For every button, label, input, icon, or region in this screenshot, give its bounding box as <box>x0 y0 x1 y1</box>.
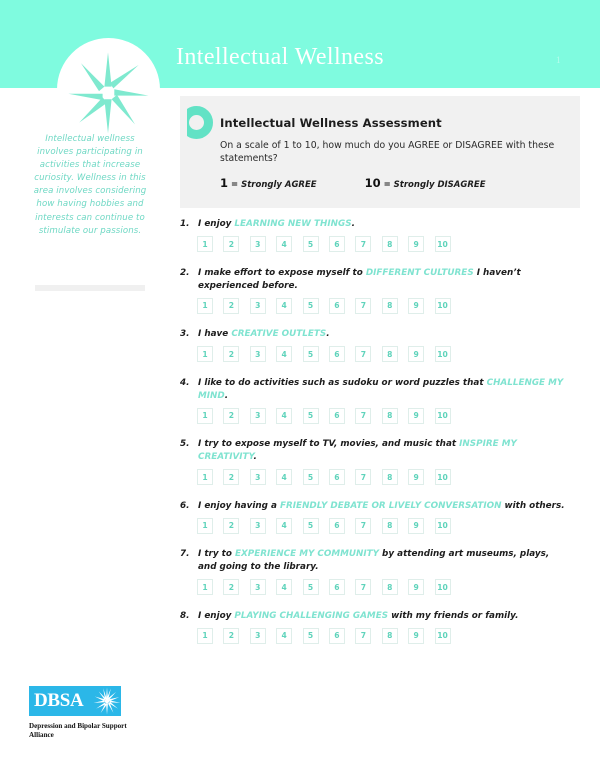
question-number: 2. <box>180 267 190 278</box>
rating-option-8[interactable]: 8 <box>382 469 398 485</box>
question-fragment: I enjoy <box>198 219 235 229</box>
dbsa-logo-mark <box>29 686 121 716</box>
legend-number: 10 <box>364 176 381 191</box>
rating-option-10[interactable]: 10 <box>435 298 451 314</box>
rating-option-4[interactable]: 4 <box>276 518 292 534</box>
question-fragment: I enjoy having a <box>198 500 280 511</box>
rating-option-4[interactable]: 4 <box>276 346 292 362</box>
question-highlight: INSPIRE MY CREATIVITY <box>198 439 517 462</box>
rating-option-5[interactable]: 5 <box>303 346 319 362</box>
legend-label: = Strongly AGREE <box>231 180 317 191</box>
assessment-title: Intellectual Wellness Assessment <box>220 116 442 130</box>
question-number: 3. <box>180 329 190 339</box>
question-fragment: . <box>253 452 257 462</box>
question-fragment: . <box>351 219 355 229</box>
rating-option-2[interactable]: 2 <box>223 298 239 314</box>
rating-option-3[interactable]: 3 <box>250 346 266 362</box>
rating-option-3[interactable]: 3 <box>250 518 266 534</box>
question-highlight: FRIENDLY DEBATE OR LIVELY CONVERSATION <box>280 500 502 511</box>
rating-option-9[interactable]: 9 <box>408 408 424 424</box>
question-text <box>198 500 565 513</box>
rating-option-9[interactable]: 9 <box>408 628 424 644</box>
assessment-panel <box>180 96 580 208</box>
rating-option-2[interactable]: 2 <box>223 408 239 424</box>
rating-option-6[interactable]: 6 <box>329 579 345 595</box>
question-highlight: DIFFERENT CULTURES <box>365 267 474 278</box>
question-text <box>198 328 330 341</box>
rating-option-3[interactable]: 3 <box>250 469 266 485</box>
rating-option-6[interactable]: 6 <box>329 518 345 534</box>
rating-option-7[interactable]: 7 <box>355 298 371 314</box>
question-number: 4. <box>180 377 190 388</box>
rating-option-5[interactable]: 5 <box>303 298 319 314</box>
rating-option-3[interactable]: 3 <box>250 236 266 252</box>
rating-option-2[interactable]: 2 <box>223 346 239 362</box>
question-text <box>198 267 570 293</box>
rating-option-10[interactable]: 10 <box>435 518 451 534</box>
dbsa-subtitle: Depression and Bipolar Support Alliance <box>29 722 127 740</box>
rating-option-8[interactable]: 8 <box>382 579 398 595</box>
rating-option-4[interactable]: 4 <box>276 628 292 644</box>
question-text <box>198 610 518 623</box>
legend-item-disagree <box>365 176 486 190</box>
rating-option-7[interactable]: 7 <box>355 469 371 485</box>
question-fragment: . <box>224 390 229 401</box>
questions-list <box>180 218 580 658</box>
rating-option-4[interactable]: 4 <box>276 298 292 314</box>
question-text <box>198 218 355 231</box>
rating-option-9[interactable]: 9 <box>408 346 424 362</box>
assessment-legend <box>220 176 566 190</box>
legend-number: 1 <box>220 176 229 191</box>
question-highlight: CHALLENGE MY MIND <box>198 377 564 401</box>
rating-option-4[interactable]: 4 <box>276 469 292 485</box>
rating-option-10[interactable]: 10 <box>435 236 451 252</box>
rating-option-7[interactable]: 7 <box>355 236 371 252</box>
question-highlight: CREATIVE OUTLETS <box>231 329 327 339</box>
sidebar-description: Intellectual wellness involves participating in activities that increase curiosity. Wellness in this area involves considering how having hobbies and interests can continue to stimulate our passions. <box>33 134 147 236</box>
sidebar-divider <box>35 285 145 291</box>
question-line <box>180 377 580 403</box>
rating-option-4[interactable]: 4 <box>276 236 292 252</box>
rating-scale <box>197 346 580 362</box>
rating-option-2[interactable]: 2 <box>223 518 239 534</box>
rating-option-9[interactable]: 9 <box>408 579 424 595</box>
question-item <box>180 328 580 362</box>
question-number: 8. <box>180 610 190 621</box>
rating-option-8[interactable]: 8 <box>382 236 398 252</box>
rating-option-2[interactable]: 2 <box>223 579 239 595</box>
rating-option-1[interactable]: 1 <box>197 628 213 644</box>
rating-option-5[interactable]: 5 <box>303 408 319 424</box>
question-item <box>180 267 580 314</box>
starburst-icon <box>91 686 121 716</box>
question-number: 1. <box>180 219 190 229</box>
question-number: 6. <box>180 500 190 511</box>
rating-option-5[interactable]: 5 <box>303 518 319 534</box>
question-fragment: I haven’t experienced before. <box>198 267 521 291</box>
rating-option-9[interactable]: 9 <box>408 236 424 252</box>
starburst-icon <box>63 47 153 137</box>
rating-option-10[interactable]: 10 <box>435 579 451 595</box>
dbsa-logo <box>29 686 134 741</box>
rating-option-1[interactable]: 1 <box>197 298 213 314</box>
question-number: 7. <box>180 549 190 559</box>
rating-option-8[interactable]: 8 <box>382 518 398 534</box>
rating-option-5[interactable]: 5 <box>303 579 319 595</box>
rating-option-7[interactable]: 7 <box>355 346 371 362</box>
question-highlight: PLAYING CHALLENGING GAMES <box>234 610 389 621</box>
page-title: Intellectual Wellness <box>176 44 384 70</box>
question-line <box>180 438 580 464</box>
question-item <box>180 438 580 485</box>
assessment-description: On a scale of 1 to 10, how much do you AGREE or DISAGREE with these statements? <box>220 140 555 164</box>
question-fragment: I enjoy <box>198 610 235 621</box>
rating-option-4[interactable]: 4 <box>276 579 292 595</box>
rating-scale <box>197 298 580 314</box>
rating-option-10[interactable]: 10 <box>435 628 451 644</box>
question-item <box>180 218 580 252</box>
question-fragment: by attending art museums, plays, and going to the library. <box>198 549 550 572</box>
rating-scale <box>197 579 580 595</box>
rating-option-10[interactable]: 10 <box>435 346 451 362</box>
rating-scale <box>197 236 580 252</box>
question-line <box>180 610 580 623</box>
question-item <box>180 548 580 595</box>
question-fragment: with others. <box>501 500 565 511</box>
rating-option-9[interactable]: 9 <box>408 518 424 534</box>
question-fragment: . <box>326 329 330 339</box>
rating-option-8[interactable]: 8 <box>382 408 398 424</box>
question-item <box>180 377 580 424</box>
rating-option-9[interactable]: 9 <box>408 298 424 314</box>
question-item <box>180 610 580 644</box>
rating-option-8[interactable]: 8 <box>382 346 398 362</box>
rating-option-1[interactable]: 1 <box>197 408 213 424</box>
question-fragment: I make effort to expose myself to <box>198 267 366 278</box>
rating-option-3[interactable]: 3 <box>250 579 266 595</box>
question-fragment: with my friends or family. <box>388 610 519 621</box>
question-fragment: I have <box>198 329 232 339</box>
rating-option-3[interactable]: 3 <box>250 298 266 314</box>
rating-option-10[interactable]: 10 <box>435 408 451 424</box>
question-text <box>198 377 570 403</box>
rating-option-7[interactable]: 7 <box>355 408 371 424</box>
dbsa-wordmark: DBSA <box>34 690 84 711</box>
rating-option-1[interactable]: 1 <box>197 469 213 485</box>
question-fragment: I try to expose myself to TV, movies, and music that <box>198 439 460 449</box>
question-highlight: EXPERIENCE MY COMMUNITY <box>235 549 379 559</box>
rating-option-6[interactable]: 6 <box>329 346 345 362</box>
rating-scale <box>197 518 580 534</box>
rating-option-7[interactable]: 7 <box>355 579 371 595</box>
rating-option-1[interactable]: 1 <box>197 346 213 362</box>
question-text <box>198 438 570 464</box>
question-highlight: LEARNING NEW THINGS <box>234 219 352 229</box>
rating-option-10[interactable]: 10 <box>435 469 451 485</box>
question-line <box>180 328 580 341</box>
rating-option-1[interactable]: 1 <box>197 518 213 534</box>
rating-option-4[interactable]: 4 <box>276 408 292 424</box>
rating-option-9[interactable]: 9 <box>408 469 424 485</box>
rating-option-7[interactable]: 7 <box>355 628 371 644</box>
question-text <box>198 548 570 574</box>
question-number: 5. <box>180 439 190 449</box>
rating-option-5[interactable]: 5 <box>303 469 319 485</box>
question-line <box>180 218 580 231</box>
rating-option-5[interactable]: 5 <box>303 628 319 644</box>
rating-scale <box>197 408 580 424</box>
rating-option-8[interactable]: 8 <box>382 628 398 644</box>
question-line <box>180 500 580 513</box>
legend-label: = Strongly DISAGREE <box>383 180 486 191</box>
legend-item-agree <box>220 176 317 190</box>
question-item <box>180 500 580 534</box>
rating-option-6[interactable]: 6 <box>329 469 345 485</box>
rating-option-2[interactable]: 2 <box>223 236 239 252</box>
page-number: 1 <box>556 55 561 65</box>
question-line <box>180 267 580 293</box>
rating-option-6[interactable]: 6 <box>329 408 345 424</box>
rating-option-1[interactable]: 1 <box>197 579 213 595</box>
rating-option-2[interactable]: 2 <box>223 469 239 485</box>
rating-option-6[interactable]: 6 <box>329 298 345 314</box>
rating-option-1[interactable]: 1 <box>197 236 213 252</box>
question-fragment: I try to <box>198 549 235 559</box>
rating-option-3[interactable]: 3 <box>250 408 266 424</box>
rating-option-6[interactable]: 6 <box>329 628 345 644</box>
question-fragment: I like to do activities such as sudoku or word puzzles that <box>198 377 487 388</box>
rating-option-8[interactable]: 8 <box>382 298 398 314</box>
rating-option-7[interactable]: 7 <box>355 518 371 534</box>
rating-option-3[interactable]: 3 <box>250 628 266 644</box>
question-line <box>180 548 580 574</box>
rating-option-2[interactable]: 2 <box>223 628 239 644</box>
rating-option-6[interactable]: 6 <box>329 236 345 252</box>
rating-option-5[interactable]: 5 <box>303 236 319 252</box>
rating-scale <box>197 469 580 485</box>
rating-scale <box>197 628 580 644</box>
